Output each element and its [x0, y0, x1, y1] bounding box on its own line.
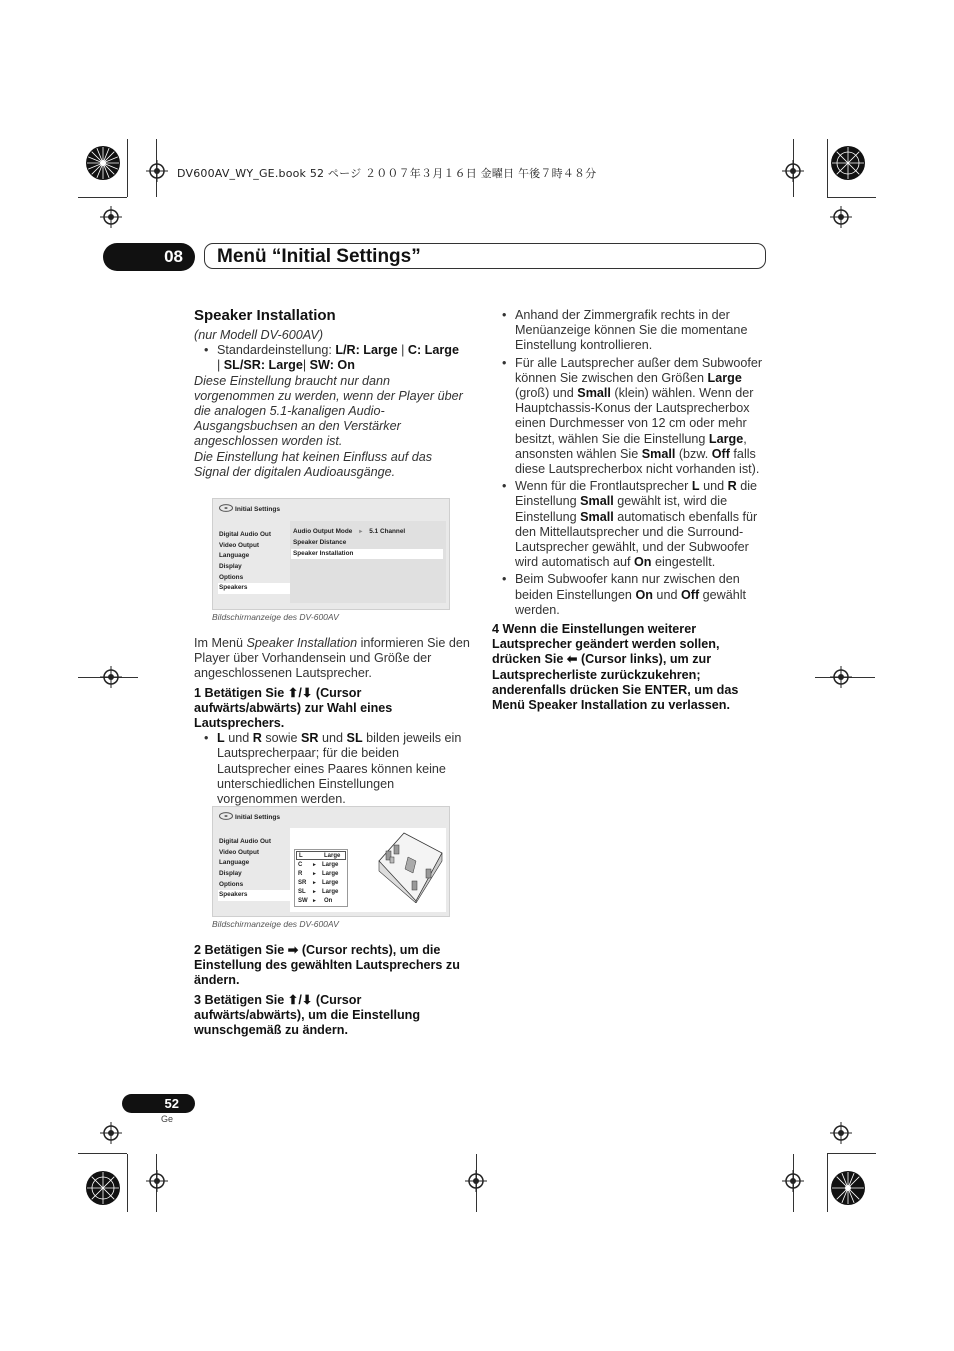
screen-menu [218, 530, 290, 594]
default-setting: • Standardeinstellung: L/R: Large | C: Large | SL/SR: Large| SW: On [194, 343, 470, 373]
crosshair-icon [100, 666, 122, 688]
menu-item-selected: Speakers [218, 890, 290, 901]
speaker-list [294, 849, 348, 907]
crosshair-icon [100, 1122, 122, 1144]
crosshair-icon [830, 206, 852, 228]
crosshair-icon [465, 1170, 487, 1192]
print-header: DV600AV_WY_GE.book 52 ページ ２００７年３月１６日 金曜日 午後７時４８分 [177, 167, 597, 180]
arrow-right-icon: ► [312, 898, 317, 904]
settings-screen-1 [212, 498, 450, 610]
italic-note: Die Einstellung hat keinen Einfluss auf das Signal der digitalen Audioausgänge. [194, 449, 433, 479]
figure-caption: Bildschirmanzeige des DV-600AV [212, 612, 339, 622]
menu-item: Display [219, 870, 242, 878]
crosshair-icon [100, 206, 122, 228]
right-column [492, 308, 768, 713]
screen-panel [290, 521, 446, 603]
room-diagram-icon [374, 831, 444, 903]
settings-screen-2 [212, 806, 450, 917]
crosshair-icon [782, 160, 804, 182]
menu-item-selected: Speakers [218, 583, 290, 594]
speaker-row-selected: L Large [296, 851, 346, 860]
step-2: 2 Betätigen Sie ➡ (Cursor rechts), um die Einstellung des gewählten Lautsprechers zu ändern. [194, 943, 460, 988]
intro-text: Im Menü Speaker Installation informieren Sie den Player über Vorhandensein und Größe der angeschlossenen Lautsprecher. [194, 636, 470, 681]
menu-item: Language [219, 859, 250, 867]
speaker-row: SR ► Large [298, 880, 339, 886]
panel-item-selected: Speaker Installation [291, 549, 443, 559]
speaker-row: R ► Large [298, 871, 339, 877]
left-column-part2 [194, 636, 470, 807]
menu-item: Video Output [219, 848, 259, 856]
registration-wheel-icon [85, 1170, 121, 1206]
screen-panel [290, 828, 446, 912]
bullet: • Wenn für die Frontlautsprecher L und R die Einstellung Small gewählt ist, wird die Einstellung Small automatisch ebenfalls für den Mittellautsprecher und die Surround-Lautsprecher gewählt, und der Subwoofer wird automatisch auf On eingestellt. [492, 479, 768, 570]
menu-item: Options [219, 573, 244, 581]
menu-item: Digital Audio Out [219, 531, 271, 538]
registration-wheel-icon [830, 1170, 866, 1206]
registration-wheel-icon [85, 145, 121, 181]
menu-item: Video Output [219, 541, 259, 549]
screen-menu [218, 837, 290, 901]
panel-item: Audio Output Mode [293, 528, 353, 535]
disc-icon [219, 504, 233, 512]
panel-value: 5.1 Channel [369, 528, 406, 535]
menu-item: Display [219, 563, 242, 571]
crosshair-icon [146, 160, 168, 182]
page-number: 52 [122, 1094, 195, 1113]
section-heading: Speaker Installation [194, 307, 336, 324]
crosshair-icon [146, 1170, 168, 1192]
screen-title: Initial Settings [235, 506, 281, 513]
page-language: Ge [161, 1114, 174, 1124]
arrow-right-icon: ► [358, 529, 364, 535]
chapter-title: Menü “Initial Settings” [204, 243, 766, 269]
arrow-right-icon: ► [312, 862, 317, 868]
screen-title: Initial Settings [235, 814, 281, 821]
menu-item: Digital Audio Out [219, 838, 271, 845]
crosshair-icon [830, 1122, 852, 1144]
arrow-right-icon: ► [312, 880, 317, 886]
menu-item: Language [219, 552, 250, 560]
registration-wheel-icon [830, 145, 866, 181]
bullet: • Für alle Lautsprecher außer dem Subwoofer können Sie zwischen den Größen Large (groß) und Small (klein) wählen. Wenn der Hauptchassis-Konus der Lautsprecherbox einen Durchmesser von 12 cm oder mehr besitzt, wählen Sie die Einstellung Large, ansonsten wählen Sie Small (bzw. Off falls diese Lautsprecherbox nicht vorhanden ist). [492, 356, 768, 478]
figure-caption: Bildschirmanzeige des DV-600AV [212, 919, 339, 929]
crosshair-icon [830, 666, 852, 688]
bullet: • Beim Subwoofer kann nur zwischen den beiden Einstellungen On und Off gewählt werden. [492, 572, 768, 618]
panel-item: Speaker Distance [293, 539, 347, 546]
speaker-row: C ► Large [298, 862, 339, 868]
step-1: 1 Betätigen Sie ⬆/⬇ (Cursor aufwärts/abwärts) zur Wahl eines Lautsprechers. [194, 685, 393, 731]
menu-item: Options [219, 880, 244, 888]
arrow-right-icon: ► [312, 889, 317, 895]
chapter-number: 08 [103, 243, 195, 271]
arrow-right-icon: ► [312, 871, 317, 877]
bullet: • Anhand der Zimmergrafik rechts in der Menüanzeige können Sie die momentane Einstellung kontrollieren. [492, 308, 768, 354]
italic-note: Diese Einstellung braucht nur dann vorgenommen zu werden, wenn der Player über die analogen 5.1-kanaligen Audio-Ausgangsbuchsen an den Verstärker angeschlossen worden ist. [194, 373, 463, 449]
left-column [194, 307, 470, 480]
speaker-row: SL ► Large [298, 889, 339, 895]
step-4: 4 Wenn die Einstellungen weiterer Lautsprecher geändert werden sollen, drücken Sie ⬅ (Cursor links), um zur Lautsprecherliste zurückzukehren; anderenfalls drücken Sie ENTER, um das Menü Speaker Installation zu verlassen. [492, 622, 739, 713]
model-note: (nur Modell DV-600AV) [194, 328, 324, 342]
speaker-row: SW ► On [298, 898, 333, 904]
disc-icon [219, 812, 233, 820]
crosshair-icon [782, 1170, 804, 1192]
step-1-note: • L und R sowie SR und SL bilden jeweils ein Lautsprecherpaar; für die beiden Lautsprecher eines Paares können keine unterschiedlichen Einstellungen vorgenommen werden. [194, 731, 470, 807]
left-column-part3 [194, 943, 470, 1038]
step-3: 3 Betätigen Sie ⬆/⬇ (Cursor aufwärts/abwärts), um die Einstellung wunschgemäß zu ändern. [194, 992, 421, 1038]
